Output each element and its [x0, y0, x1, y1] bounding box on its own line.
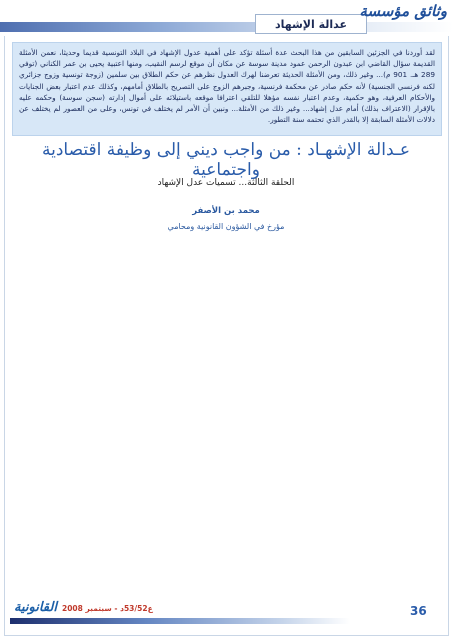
- episode-subtitle: الحلقة الثالثة... تسميات عدل الإشهاد: [157, 178, 295, 188]
- intro-paragraph: لقد أوردنا في الجزئين السابقين من هذا البحث عدة أسئلة تؤكد على أهمية عدول الإشهاد في البلاد التونسية قديما وحديثا، نعمن الأمثلة القديمة سؤال القاضي ابن عبدون الرحمن عمود مدينة سوسة عن مكان أن موقع لرسم النقيب، ومنها اعتبية يحيى بن عمر الكناني (توفي 289 هـ. 901 م)... وغير ذلك، ومن الأمثلة الحديثة تعرضنا لهرك العدول نظرهم عن حكم الطلاق بين سلمين (زوجة تونسية وزوج جزائري لكنه فرنسي الجنسية) لأنه حكم صادر عن محكمة فرنسية، وجبرهم الزوج على التصريح بالطلاق أمامهم، وكذلك عدم اعتبار بعض الجنايات والأحكام العرفية، وهو حكمية، وعدم اعتبار نفسه مؤهلا للتلقي اعترافا موقعه باستيلائه على أموال إدارته (سجن سوسة) وحكمه عليه بالإقرار (الاعتراف بذلك) أمام عدل إشهاد... وغير ذلك من الأمثلة... ونبين أن الأمر لم يختلف في تونس، وعلى من العصور لم يختلف عن دلالات الأمثلة السابقة إلا بالقدر الذي تحتمه سنة التطور.: [19, 48, 435, 125]
- issue-info: ع53/52د - سبتمبر 2008: [62, 604, 153, 613]
- article-title: عـدالة الإشهـاد : من واجب ديني إلى وظيفة اقتصادية واجتماعية: [41, 140, 410, 180]
- footer-brand-logo: القانونية: [14, 600, 57, 615]
- footer-stripe: [10, 618, 350, 624]
- page-number: 36: [410, 604, 427, 618]
- brand-logo: وثائق مؤسسة: [359, 2, 447, 20]
- section-title-box: [255, 14, 367, 34]
- author-title: مؤرخ في الشؤون القانونية ومحامي: [167, 222, 285, 231]
- header-stripe: [0, 22, 453, 32]
- intro-box: [12, 42, 442, 136]
- section-title: عدالة الإشهاد: [274, 17, 348, 31]
- author-name: محمد بن الأصفر: [192, 206, 260, 216]
- top-header: [0, 0, 453, 36]
